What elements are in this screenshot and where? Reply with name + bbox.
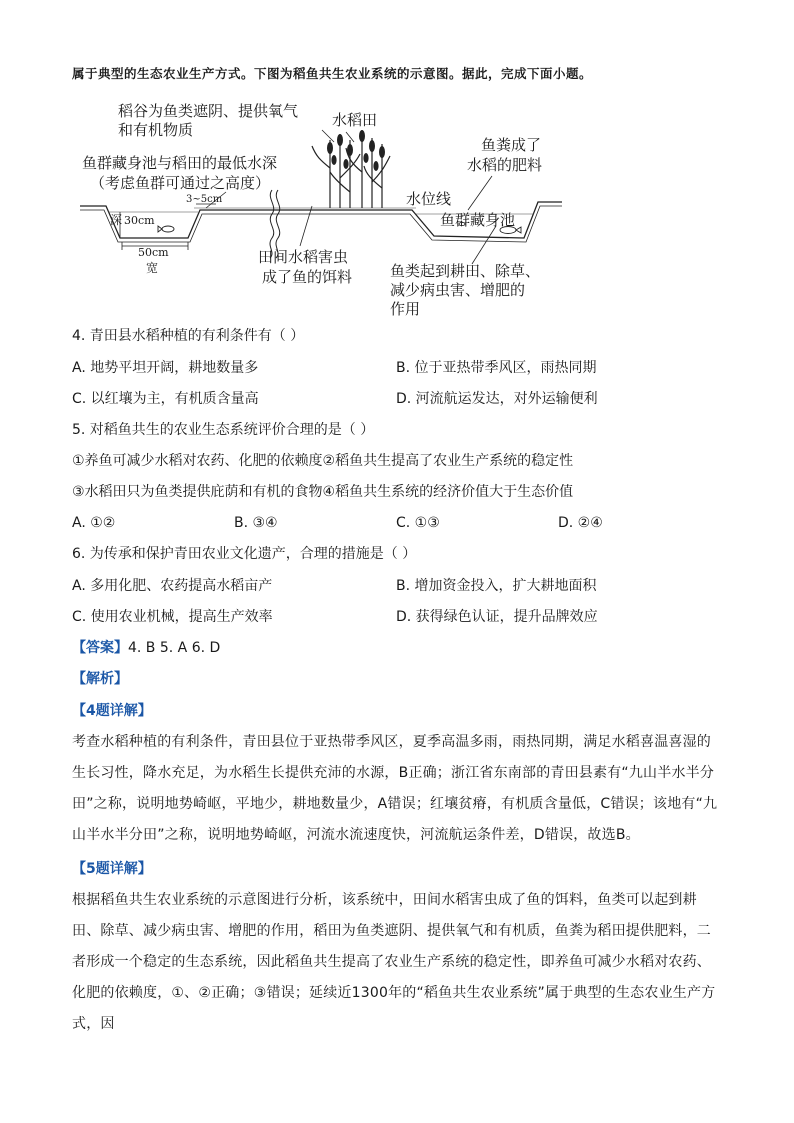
rice-grains bbox=[327, 130, 385, 171]
fish-dung-label: 鱼粪成了 bbox=[481, 136, 542, 154]
q6-stem: 6. 为传承和保护青田农业文化遗产，合理的措施是（ ） bbox=[72, 546, 417, 562]
q6-option-b: B. 增加资金投入，扩大耕地面积 bbox=[396, 578, 597, 594]
answer-tag: 【答案】 bbox=[72, 640, 128, 656]
min-depth-label: 鱼群藏身池与稻田的最低水深 bbox=[82, 154, 278, 172]
pests-label: 田间水稻害虫 bbox=[258, 248, 349, 266]
fish-role-label: 鱼类起到耕田、除草、 bbox=[390, 262, 541, 280]
detail-4-tag: 【4题详解】 bbox=[72, 703, 152, 719]
fish-role-label: 作用 bbox=[390, 300, 421, 318]
q4-option-b: B. 位于亚热带季风区，雨热同期 bbox=[396, 360, 597, 376]
wide-label: 宽 bbox=[146, 261, 159, 275]
fish-dung-label: 水稻的肥料 bbox=[467, 156, 543, 174]
q4-option-c: C. 以红壤为主，有机质含量高 bbox=[72, 391, 259, 407]
intro-text: 属于典型的生态农业生产方式。下图为稻鱼共生农业系统的示意图。据此，完成下面小题。 bbox=[72, 66, 593, 81]
answer-line bbox=[72, 638, 220, 658]
dimension-lines bbox=[120, 204, 216, 250]
fish-role-label: 减少病虫害、增肥的 bbox=[390, 281, 526, 299]
answer-text: 4. B 5. A 6. D bbox=[128, 640, 221, 656]
rice-fish-diagram bbox=[76, 98, 576, 323]
detail-5-tag: 【5题详解】 bbox=[72, 861, 152, 877]
q5-option-b: B. ③④ bbox=[234, 515, 278, 531]
min-depth-label: （考虑鱼群可通过之高度） bbox=[90, 174, 271, 192]
q5-option-d: D. ②④ bbox=[558, 515, 603, 531]
q6-option-d: D. 获得绿色认证，提升品牌效应 bbox=[396, 609, 598, 625]
analysis-tag: 【解析】 bbox=[72, 671, 128, 687]
q5-statements-1: ①养鱼可减少水稻对农药、化肥的依赖度②稻鱼共生提高了农业生产系统的稳定性 bbox=[72, 453, 574, 469]
paddy-label: 水稻田 bbox=[332, 111, 378, 129]
q5-statements-2: ③水稻田只为鱼类提供庇荫和有机的食物④稻鱼共生系统的经济价值大于生态价值 bbox=[72, 484, 574, 500]
q6-option-a: A. 多用化肥、农药提高水稻亩产 bbox=[72, 578, 273, 594]
width-50-label: 50cm bbox=[138, 246, 169, 259]
rice-shade-label: 稻谷为鱼类遮阴、提供氧气 bbox=[118, 102, 299, 120]
water-line-label: 水位线 bbox=[406, 190, 452, 208]
q5-option-c: C. ①③ bbox=[396, 515, 440, 531]
detail-4-text: 考查水稻种植的有利条件，青田县位于亚热带季风区，夏季高温多雨，雨热同期，满足水稻喜温喜湿的生长习性，降水充足，为水稻生长提供充沛的水源，B正确；浙江省东南部的青田县素有“九山半水半分田”之称，说明地势崎岖，平地少，耕地数量少，A错误；红壤贫瘠，有机质含量低，C错误；该地有“九山半水半分田”之称，说明地势崎岖，河流水流速度快，河流航运条件差，D错误，故选B。 bbox=[72, 734, 718, 843]
depth-30-label: 30cm bbox=[124, 214, 155, 227]
deep-label: 深 bbox=[110, 213, 123, 227]
shelter-label: 鱼群藏身池 bbox=[440, 211, 516, 229]
q4-option-a: A. 地势平坦开阔，耕地数量多 bbox=[72, 360, 259, 376]
q5-option-a: A. ①② bbox=[72, 515, 116, 531]
q4-option-d: D. 河流航运发达，对外运输便利 bbox=[396, 391, 598, 407]
q5-stem: 5. 对稻鱼共生的农业生态系统评价合理的是（ ） bbox=[72, 422, 375, 438]
q6-option-c: C. 使用农业机械，提高生产效率 bbox=[72, 609, 273, 625]
rice-shade-label: 和有机物质 bbox=[118, 121, 194, 139]
q4-stem: 4. 青田县水稻种植的有利条件有（ ） bbox=[72, 328, 305, 344]
pests-label: 成了鱼的饵料 bbox=[262, 268, 353, 286]
depth-small-label: 3~5cm bbox=[186, 194, 223, 205]
rice-plants bbox=[312, 130, 390, 208]
detail-5-text: 根据稻鱼共生农业系统的示意图进行分析，该系统中，田间水稻害虫成了鱼的饵料，鱼类可以起到耕田、除草、减少病虫害、增肥的作用，稻田为鱼类遮阴、提供氧气和有机质，鱼粪为稻田提供肥料，二者形成一个稳定的生态系统，因此稻鱼共生提高了农业生产系统的稳定性，即养鱼可减少水稻对农药、化肥的依赖度，①、②正确；③错误；延续近1300年的“稻鱼共生农业系统”属于典型的生态农业生产方式，因 bbox=[72, 892, 716, 1032]
